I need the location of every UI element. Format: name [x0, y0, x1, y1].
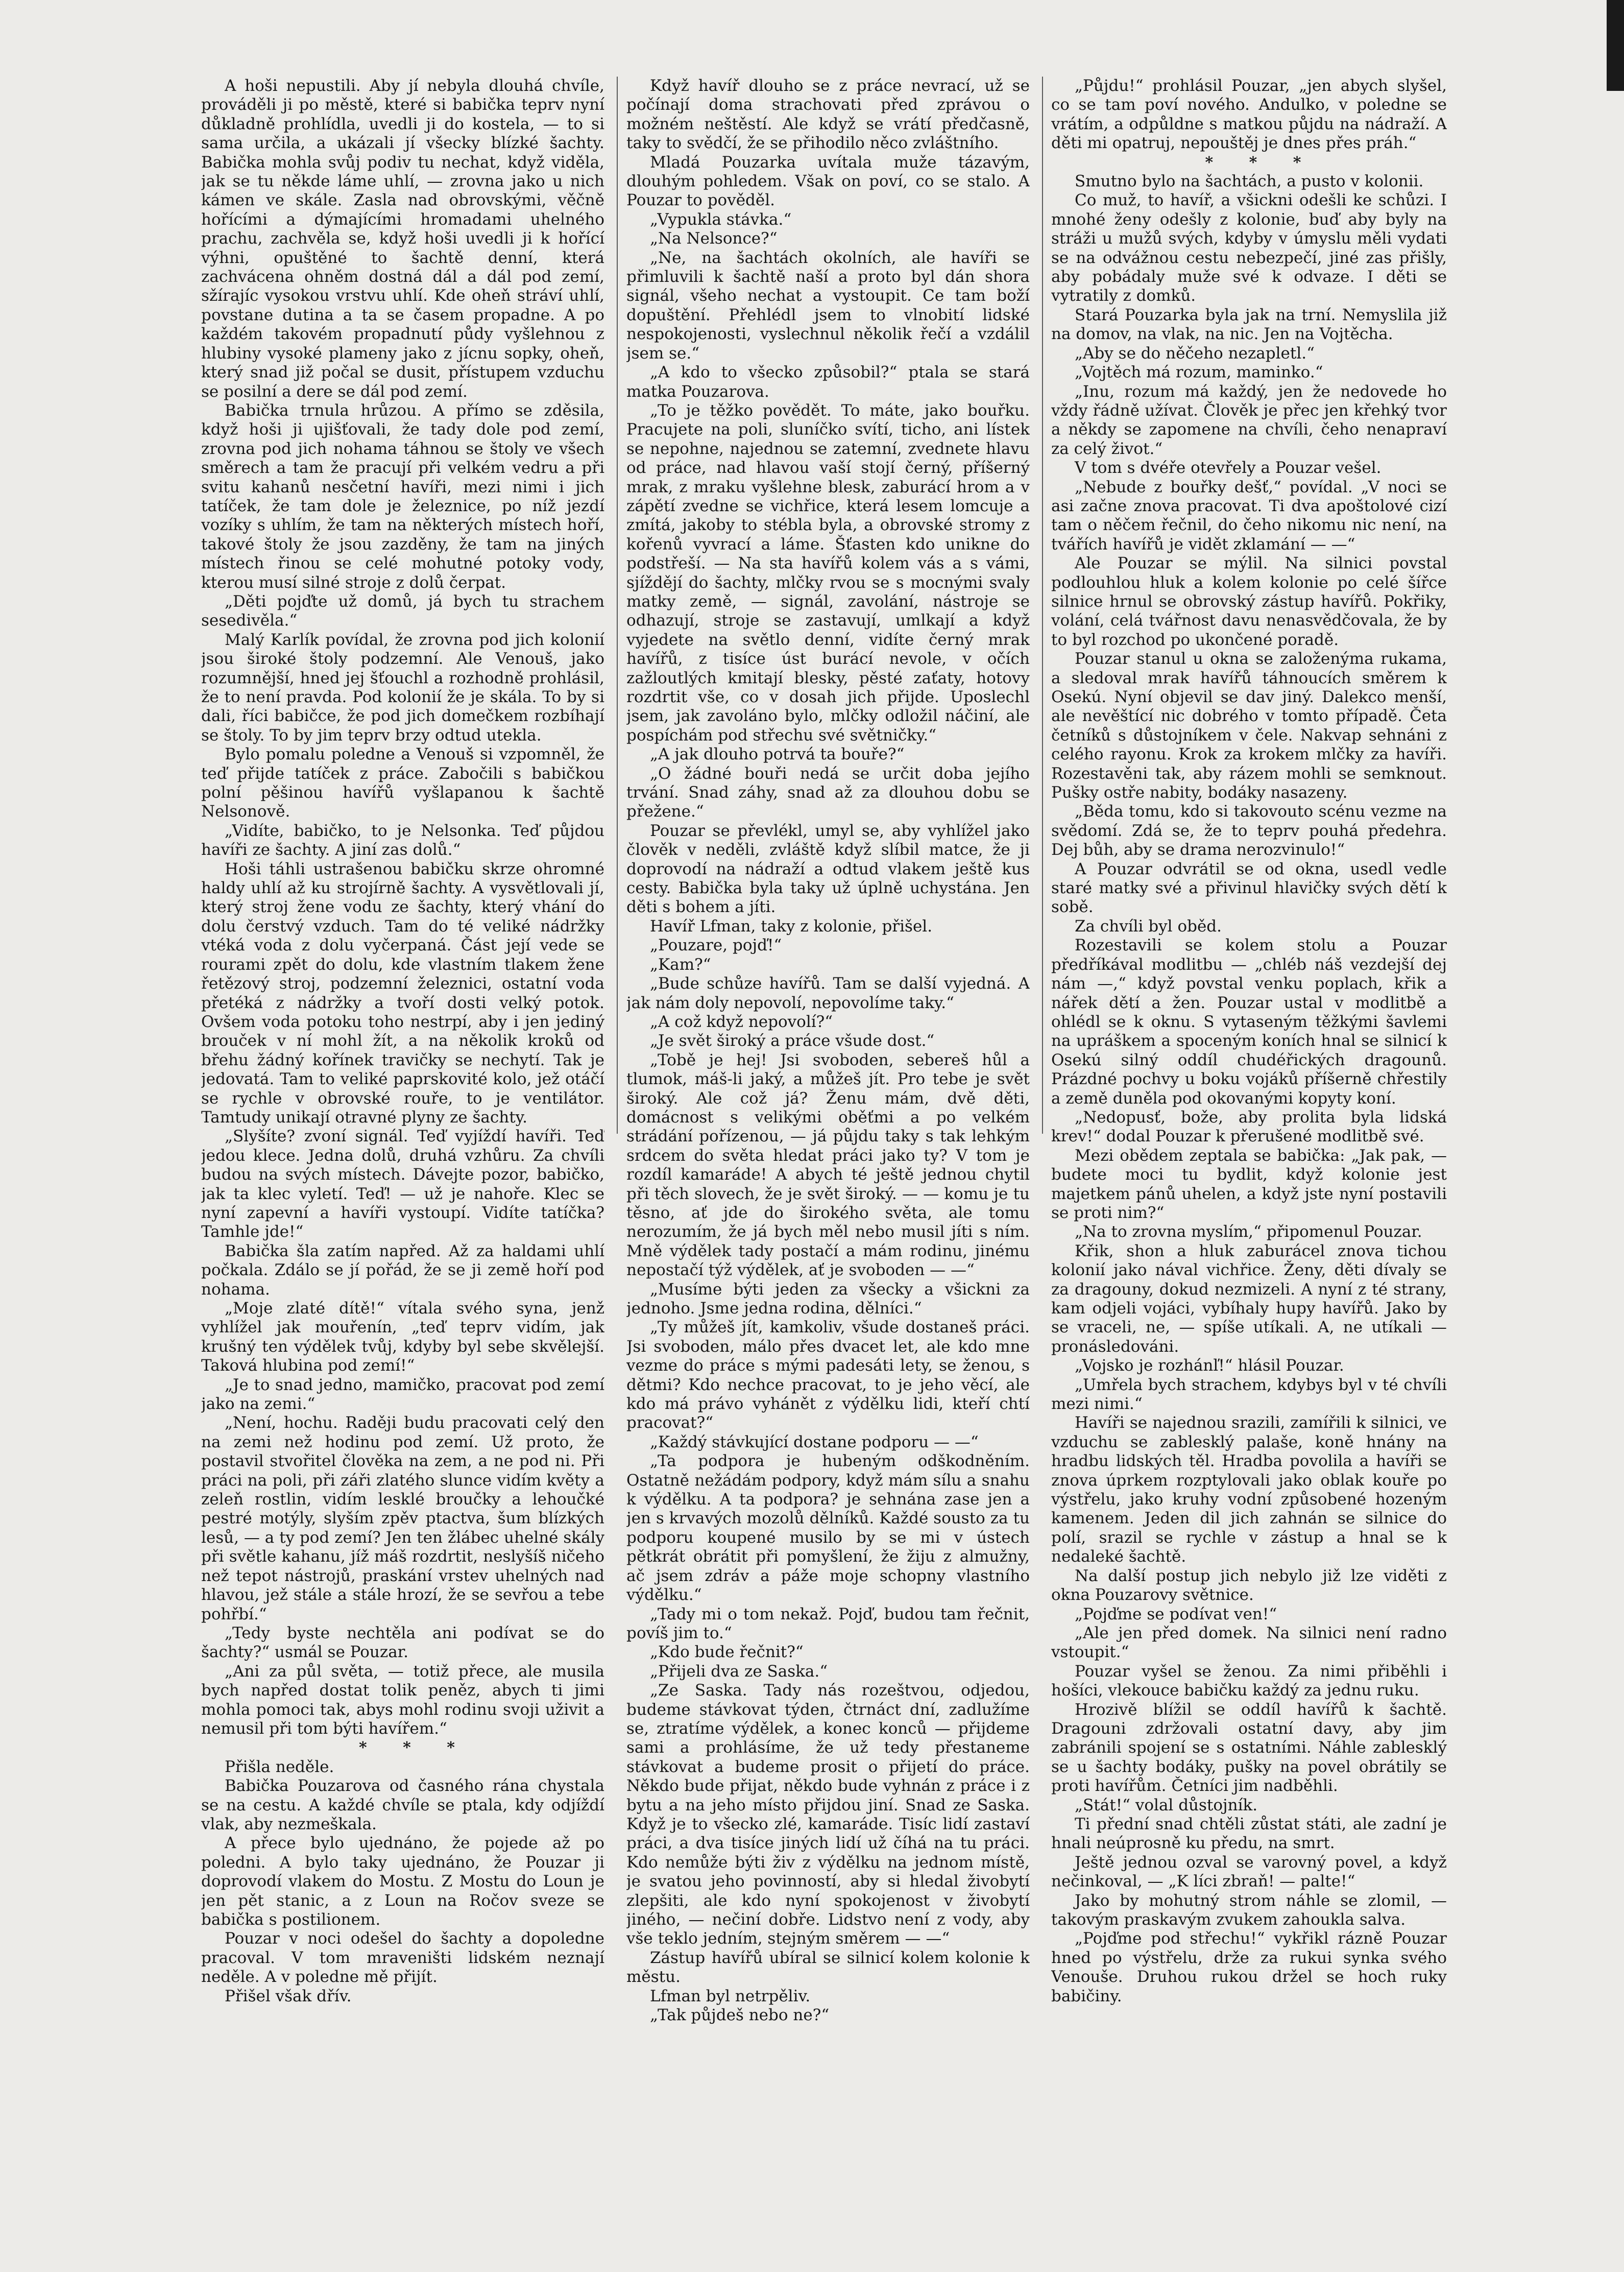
paragraph: Pouzar stanul u okna se založenýma rukama, a sledoval mrak havířů táhnoucích směrem k Osekú. Nyní objevil se dav jiný. Dalekco menší, ale nevěštící nic dobrého v tomto případě. Četa četníků s důstojníkem v čele. Nakvap sehnáni z celého rayonu. Krok za krokem mlčky za havíři. Rozestavěni tak, aby rázem mohli se semknout. Pušky ostře nabity, bodáky nasazeny. — [1051, 650, 1447, 802]
paragraph: A přece bylo ujednáno, že pojede až po poledni. A bylo taky ujednáno, že Pouzar ji doprovodí vlakem do Mostu. Z Mostu do Loun je jen pět stanic, a z Loun na Ročov sveze se babička s postilionem. — [201, 1834, 604, 1929]
paragraph: „Tady mi o tom nekaž. Pojď, budou tam řečnit, povíš jim to.“ — [626, 1605, 1030, 1642]
paragraph: Ještě jednou ozval se varovný povel, a když nečinkoval, — „K líci zbraň! — palte!“ — [1051, 1853, 1447, 1891]
paragraph: A Pouzar odvrátil se od okna, usedl vedle staré matky své a přivinul hlavičky svých dětí k sobě. — [1051, 859, 1447, 917]
paragraph: „Každý stávkující dostane podporu — —“ — [650, 1432, 979, 1451]
paragraph: „Je to snad jedno, mamičko, pracovat pod zemí jako na zemi.“ — [201, 1375, 604, 1414]
paragraph: „Ne, na šachtách okolních, ale havíři se přimluvili k šachtě naší a proto byl dán shora signál, všeho nechat a vystoupit. Ce tam boží dopuštění. Přehlédl jsem to vlnobití lidské nespokojenosti, vyslechnul několik řečí a vzdálil jsem se.“ — [626, 248, 1030, 363]
paragraph: A hoši nepustili. Aby jí nebyla dlouhá chvíle, prováděli ji po městě, které si babička teprv nyní důkladně prohlídla, uvedli ji do kostela, — to si sama určila, a ukázali jí všecky blízké šachty. Babička mohla svůj podiv tu nechat, když viděla, jak se tu někde láme uhlí, — zrovna jako u nich kámen ve skále. Zasla nad obrovskými, věčně hořícími a dýmajícími hromadami uhelného prachu, zachvěla se, když hoši uvedli ji k hořící výhni, opuštěné to šachtě denní, která zachvácena ohněm dostná dál a dál pod zemí, sžírajíc vysokou vrstvu uhlí. Kde oheň stráví uhlí, povstane dutina a ta se časem propadne. A po každém takovém propadnutí půdy vyšlehnou z hlubiny vysoké plameny jako z jícnu sopky, oheň, který snad již počal se dusit, přístupem vzduchu se posilní a dere se dál pod zemí. — [201, 77, 604, 401]
paragraph: „Tak půjdeš nebo ne?“ — [650, 2006, 830, 2025]
paragraph: „Ta podpora je hubeným odškodněním. Ostatně nežádám podpory, když mám sílu a snahu k výdělku. A ta podpora? je sehnána zase jen a jen s krvavých mozolů dělníků. Každé sousto za tu podporu koupené musilo by se mi v ústech pětkrát obrátit při pomyšlení, že žiju z almužny, ač jsem zdráv a páže moje schopny vlastního výdělku.“ — [626, 1452, 1030, 1605]
paragraph: „Je svět široký a práce všude dost.“ — [650, 1032, 935, 1050]
paragraph: „Vojsko je rozhánľ!“ hlásil Pouzar. — [1075, 1356, 1344, 1375]
paragraph: „Na to zrovna myslím,“ připomenul Pouzar. — [1075, 1223, 1422, 1241]
paragraph: „Nebude z bouřky dešť,“ povídal. „V noci se asi začne znova pracovat. Ti dva apoštolové cizí tam o něčem řečnil, do čeho nikomu nic není, na tvářích havířů je vidět zklamání — —“ — [1051, 477, 1447, 554]
paragraph: Jako by mohutný strom náhle se zlomil, — takovým praskavým zvukem zahoukla salva. — [1051, 1891, 1447, 1929]
paragraph: Pouzar vyšel se ženou. Za nimi přiběhli i hošíci, vlekouce babičku každý za jednu ruku. — [1051, 1662, 1447, 1700]
paragraph: „Vidíte, babičko, to je Nelsonka. Teď půjdou havíři ze šachty. A jiní zas dolů.“ — [201, 821, 604, 859]
paragraph: „Bude schůze havířů. Tam se další vyjedná. A jak nám doly nepovolí, nepovolíme taky.“ — [626, 974, 1030, 1012]
paragraph: „Děti pojďte už domů, já bych tu strachem sesedivěla.“ — [201, 592, 604, 630]
paragraph: „Není, hochu. Raději budu pracovati celý den na zemi než hodinu pod zemí. Už proto, že postavil stvořitel člověka na zem, a ne pod ni. Při práci na poli, při záři zlatého slunce vidím květy a zeleň rostlin, vidím lesklé broučky a lehoučké pestré motýly, slyším zpěv ptactva, šum blízkých lesů, — a ty pod zemí? Jen ten žlábec uhelné skály při světle kahanu, jíž máš rozdrtit, neslyšíš ničeho než tepot nástrojů, praskání vrstev uhelných nad hlavou, jež stále a stále hrozí, že se sevřou a tebe pohřbí.“ — [201, 1414, 604, 1623]
paragraph: „Tobě je hej! Jsi svoboden, sebereš hůl a tlumok, máš-li jaký, a můžeš jít. Pro tebe je svět široký. Ale což já? Ženu mám, dvě děti, domácnost s velikými oběťmi a po velkém strádání pořízenou, — já půjdu taky s tak lehkým srdcem do světa hledat práci jako ty? V tom je rozdíl kamaráde! A abych té ještě jednou chytil při těch slovech, že je svět široký. — — komu je tu těsno, ať jde do širokého světa, ale tomu nerozumím, že já bych měl nebo musil jíti s ním. Mně výdělek tady postačí a mám rodinu, jinému nepostačí týž výdělek, ať je svoboden — —“ — [626, 1050, 1030, 1280]
paragraph: „A jak dlouho potrvá ta bouře?“ — [650, 745, 905, 764]
paragraph: Pouzar se převlékl, umyl se, aby vyhlížel jako člověk v neděli, zvláště když slíbil matce, že ji doprovodí na nádraží a odtud vlakem ještě kus cesty. Babička byla taky už úplně uchystána. Jen děti s bohem a jíti. — [626, 821, 1030, 917]
paragraph: Lfman byl netrpěliv. — [650, 1987, 811, 2005]
paragraph: „O žádné bouři nedá se určit doba jejího trvání. Snad záhy, snad až za dlouhou dobu se přežene.“ — [626, 764, 1030, 821]
paragraph: „Pojďme se podívat ven!“ — [1075, 1605, 1277, 1623]
paragraph: „Ale jen před domek. Na silnici není radno vstoupit.“ — [1051, 1623, 1447, 1662]
paragraph: Babička Pouzarova od časného rána chystala se na cestu. A každé chvíle se ptala, kdy odjíždí vlak, aby nezmeškala. — [201, 1777, 604, 1833]
paragraph: „Ze Saska. Tady nás rozeštvou, odjedou, budeme stávkovat týden, čtrnáct dní, zadlužíme se, ztratíme výdělek, a konec konců — přijdeme sami a prohlásíme, že už tedy přestaneme stávkovat a budeme prosit o přijetí do práce. Někdo bude přijat, někdo bude vyhnán z práce i z bytu a na jeho místo přijdou jiní. Snad ze Saska. Když je to všecko zlé, kamaráde. Tisíc lidí zastaví práci, a dva tisíce jiných lidí už číhá na tu práci. Kdo nemůže býti živ z výdělku na jednom místě, je svatou jeho povinností, aby si hledal živobytí zlepšiti, ale kdo nyní spokojenost v živobytí jiného, — nečiní dobře. Lidstvo není z vody, aby vše teklo jedním, stejným směrem — —“ — [626, 1681, 1030, 1948]
paragraph: „Moje zlaté dítě!“ vítala svého syna, jenž vyhlížel jak mouřenín, „teď teprv vidím, jak krušný ten výdělek tvůj, kdyby byl sebe skvělejší. Taková hlubina pod zemí!“ — [201, 1299, 604, 1375]
paragraph: „Vypukla stávka.“ — [650, 210, 792, 229]
paragraph: Smutno bylo na šachtách, a pusto v kolonii. — [1075, 172, 1424, 191]
section-separator: * * * — [359, 1739, 470, 1757]
paragraph: „Kdo bude řečnit?“ — [650, 1643, 804, 1662]
paragraph: „Musíme býti jeden za všecky a všickni za jednoho. Jsme jedna rodina, dělníci.“ — [626, 1280, 1030, 1318]
paragraph: Ti přední snad chtěli zůstat státi, ale zadní je hnali neúprosně ku předu, na smrt. — [1051, 1814, 1447, 1853]
column-3 — [1051, 77, 1447, 2242]
column-1 — [201, 77, 604, 2242]
paragraph: Havíř Lfman, taky z kolonie, přišel. — [650, 917, 933, 936]
paragraph: Stará Pouzarka byla jak na trní. Nemyslila již na domov, na vlak, na nic. Jen na Vojtěcha. — [1051, 305, 1447, 344]
paragraph: „Tedy byste nechtěla ani podívat se do šachty?“ usmál se Pouzar. — [201, 1623, 604, 1662]
paragraph: „Běda tomu, kdo si takovouto scénu vezme na svědomí. Zdá se, že to teprv pouhá předehra. Dej bůh, aby se drama nerozvinulo!“ — [1051, 802, 1447, 859]
paragraph: Co muž, to havíř, a všickni odešli ke schůzi. I mnohé ženy odešly z kolonie, buď aby byly na stráži u mužů svých, kdyby v úmyslu měli vydati se na odvážnou cestu nebezpečí, jiné zas přišly, aby pobádaly muže své k odvaze. I děti se vytratily z domků. — [1051, 191, 1447, 305]
paragraph: „Ani za půl světa, — totiž přece, ale musila bych napřed dostat tolik peněz, abych ti jimi mohla pomoci tak, abys mohl rodinu svoji uživit a nemusil při tom býti havířem.“ — [201, 1662, 604, 1738]
paragraph: „Přijeli dva ze Saska.“ — [650, 1662, 828, 1681]
paragraph: Za chvíli byl oběd. — [1075, 917, 1222, 936]
paragraph: „Na Nelsonce?“ — [650, 229, 778, 248]
paragraph: Přišel však dřív. — [225, 1987, 352, 2005]
paragraph: „Pouzare, pojď!“ — [650, 936, 782, 955]
paragraph: Zástup havířů ubíral se silnicí kolem kolonie k městu. — [626, 1948, 1030, 1987]
paragraph: Když havíř dlouho se z práce nevrací, už se počínají doma strachovati před zprávou o možném neštěstí. Ale když se vrátí předčasně, taky to svědčí, že se přihodilo něco zvláštního. — [626, 77, 1030, 153]
paragraph: „Stát!“ volal důstojník. — [1075, 1796, 1258, 1814]
paragraph: Malý Karlík povídal, že zrovna pod jich kolonií jsou široké štoly podzemní. Ale Venouš, jako rozumnější, hned jej šťouchl a rozhodně prohlásil, že to není pravda. Pod kolonií že je skála. To by si dali, říci babičce, že pod jich domečkem rozbíhají se štoly. To by jim teprv brzy odtud utekla. — [201, 630, 604, 745]
paragraph: „Půjdu!“ prohlásil Pouzar, „jen abych slyšel, co se tam poví nového. Andulko, v poledne se vrátím, a odpůldne s matkou půjdu na nádraží. A děti mi opatruj, nepouštěj je dnes přes práh.“ — [1051, 77, 1447, 153]
text-columns — [201, 77, 1447, 2242]
paragraph: „Nedopusť, bože, aby prolita byla lidská krev!“ dodal Pouzar k přerušené modlitbě své. — [1051, 1108, 1447, 1146]
paragraph: „A což když nepovolí?“ — [650, 1012, 833, 1031]
paragraph: Havíři se najednou srazili, zamířili k silnici, ve vzduchu se zablesklý palaše, koně hnány na hradbu lidských těl. Hradba povolila a havíři se znova úprkem rozptylovali jako oblak kouře po výstřelu, jako kruhy vodní způsobené hozeným kamenem. Jeden dil jich zahnán se silnice do polí, srazil se rychle v zástup a hnal se k nedaleké šachtě. — [1051, 1414, 1447, 1566]
paragraph: „Pojďme pod střechu!“ vykřikl rázně Pouzar hned po výstřelu, drže za rukui synka svého Venouše. Druhou rukou držel se hoch ruky babičiny. — [1051, 1929, 1447, 2005]
paragraph: Mezi obědem zeptala se babička: „Jak pak, — budete moci tu bydlit, když kolonie jest majetkem pánů uhelen, a když jste nyní postavili se proti nim?“ — [1051, 1146, 1447, 1222]
paragraph: Babička šla zatím napřed. Až za haldami uhlí počkala. Zdálo se jí pořád, že se ji země hoří pod nohama. — [201, 1241, 604, 1299]
paragraph: Křik, shon a hluk zaburácel znova tichou kolonií jako nával vichřice. Ženy, děti dívaly se za dragouny, dokud nezmizeli. A nyní z té strany, kam odjeli vojáci, vybíhaly hupy havířů. Jako by se vraceli, ne, — spíše utíkali. A, ne utíkali — pronásledováni. — [1051, 1241, 1447, 1356]
paragraph: Hoši táhli ustrašenou babičku skrze ohromné haldy uhlí až ku strojírně šachty. A vysvětlovali jí, který stroj žene vodu ze šachty, který vhání do dolu čerstvý vzduch. Tam do té veliké nádržky vtéká voda z dolu vyčerpaná. Část její vede se rourami zpět do dolu, kde vlastním tlakem žene řetězový stroj, podzemní železnici, ostatní voda přetéká z nádržky a tvoří dosti velký potok. Ovšem voda potoku toho nestrpí, aby i jen jediný brouček v ní mohl žít, a na několik kroků od břehu žádný kořínek travičky se nechytí. Tak je jedovatá. Tam to veliké paprskovité kolo, jež otáčí se rychle v obrovské rouře, to je ventilátor. Tamtudy unikají otravné plyny ze šachty. — [201, 859, 604, 1127]
scan-edge-mark — [1607, 0, 1624, 91]
paragraph: Mladá Pouzarka uvítala muže tázavým, dlouhým pohledem. Však on poví, co se stalo. A Pouzar to pověděl. — [626, 153, 1030, 210]
paragraph: Přišla neděle. — [225, 1757, 334, 1776]
paragraph: „Slyšíte? zvoní signál. Teď vyjíždí havíři. Teď jedou klece. Jedna dolů, druhá vzhůru. Za chvíli budou na svých místech. Dávejte pozor, babičko, jak ta klec vyletí. Teď! — už je nahoře. Klec se nyní zapevní a havíři vystoupí. Vidíte tatíčka? Tamhle jde!“ — [201, 1127, 604, 1241]
paragraph: Na další postup jich nebylo již lze viděti z okna Pouzarovy světnice. — [1051, 1566, 1447, 1605]
section-separator: * * * — [1205, 153, 1317, 172]
paragraph: V tom s dvéře otevřely a Pouzar vešel. — [1075, 459, 1381, 477]
paragraph: „To je těžko povědět. To máte, jako bouřku. Pracujete na poli, sluníčko svítí, ticho, ani lístek se nepohne, najednou se zatemní, zvednete hlavu od práce, nad hlavou vaší stojí černý, příšerný mrak, z mraku vyšlehne blesk, zaburácí hrom a v zápětí zvedne se vichřice, která lesem lomcuje a zmítá, jakoby to stébla byla, a obrovské stromy z kořenů vyvrací a láme. Šťasten kdo unikne do podstřeší. — Na sta havířů kolem vás a s vámi, sjíždějí do šachty, mlčky rvou se s mocnými svaly matky země, — signál, zavolání, nástroje se odhazují, stroje se zastavují, umlkají a když vyjedete na světlo denní, vidíte černý mrak havířů, z tisíce úst burácí nevole, v očích zažloutlých kmitají blesky, pěsté zaťaty, hotovy rozdrtit vše, co v dosah jich přijde. Uposlechl jsem, jak zavoláno bylo, mlčky odložil náčiní, ale pospíchám pod střechu své světničky.“ — [626, 401, 1030, 745]
paragraph: Babička trnula hrůzou. A přímo se zděsila, když hoši ji ujišťovali, že tady dole pod zemí, zrovna pod jich nohama táhnou se štoly ve všech směrech a tam že pracují při velkém vedru a při svitu kahanů nesčetní havíři, mezi nimi i jich tatíček, že tam dole je železnice, po níž jezdí vozíky s uhlím, že tam na některých místech hoří, takové štoly že jsou zazděny, že tam na jiných místech řinou se celé mohutné potoky vody, kterou musí silné stroje z dolů čerpat. — [201, 401, 604, 592]
paragraph: „Vojtěch má rozum, maminko.“ — [1075, 363, 1323, 382]
paragraph: „Kam?“ — [650, 955, 711, 974]
paragraph: Bylo pomalu poledne a Venouš si vzpomněl, že teď přijde tatíček z práce. Zabočili s babičkou polní pěšinou havířů vyšlapanou k šachtě Nelsonově. — [201, 745, 604, 821]
column-2 — [626, 77, 1030, 2242]
paragraph: Rozestavili se kolem stolu a Pouzar předříkával modlitbu — „chléb náš vezdejší dej nám —,“ když povstal venku poplach, křik a nářek dětí a žen. Pouzar ustal v modlitbě a ohlédl se k oknu. S vytaseným těžkými šavlemi na upráškem a spoceným koních hnal se silnicí k Osekú silný oddíl chudéřických dragounů. Prázdné pochvy u boku vojáků příšerně chřestily a země duněla pod okovanými kopyty koní. — [1051, 936, 1447, 1108]
paragraph: Ale Pouzar se mýlil. Na silnici povstal podlouhlou hluk a kolem kolonie po celé šířce silnice hrnul se obrovský zástup havířů. Pokřiky, volání, celá tvářnost davu nenasvědčovala, že by to byl rozchod po ukončené poradě. — [1051, 554, 1447, 649]
paragraph: Pouzar v noci odešel do šachty a dopoledne pracoval. V tom mraveništi lidském neznají neděle. A v poledne mě přijít. — [201, 1929, 604, 1987]
paragraph: Hrozivě blížil se oddíl havířů k šachtě. Dragouni zdržovali ostatní davy, aby jim zabránili spojení se s ostatními. Náhle zablesklý se u šachty bodáky, pušky na povel obrátily se proti havířům. Četníci jim nadběhli. — [1051, 1700, 1447, 1796]
paragraph: „Inu, rozum má každý, jen že nedovede ho vždy řádně užívat. Člověk je přec jen křehký tvor a někdy se zapomene na chvíli, čeho nenapraví za celý život.“ — [1051, 382, 1447, 458]
paragraph: „Ty můžeš jít, kamkoliv, všude dostaneš práci. Jsi svoboden, málo přes dvacet let, ale kdo mne vezme do práce s mými padesáti lety, se ženou, s dětmi? Kdo nechce pracovat, to je jeho věcí, ale kdo má právo vyhánět z výdělku lidi, kteří chtí pracovat?“ — [626, 1318, 1030, 1432]
paragraph: „Aby se do něčeho nezapletl.“ — [1075, 344, 1315, 363]
paragraph: „Umřela bych strachem, kdybys byl v té chvíli mezi nimi.“ — [1051, 1375, 1447, 1414]
paragraph: „A kdo to všecko způsobil?“ ptala se stará matka Pouzarova. — [626, 363, 1030, 401]
